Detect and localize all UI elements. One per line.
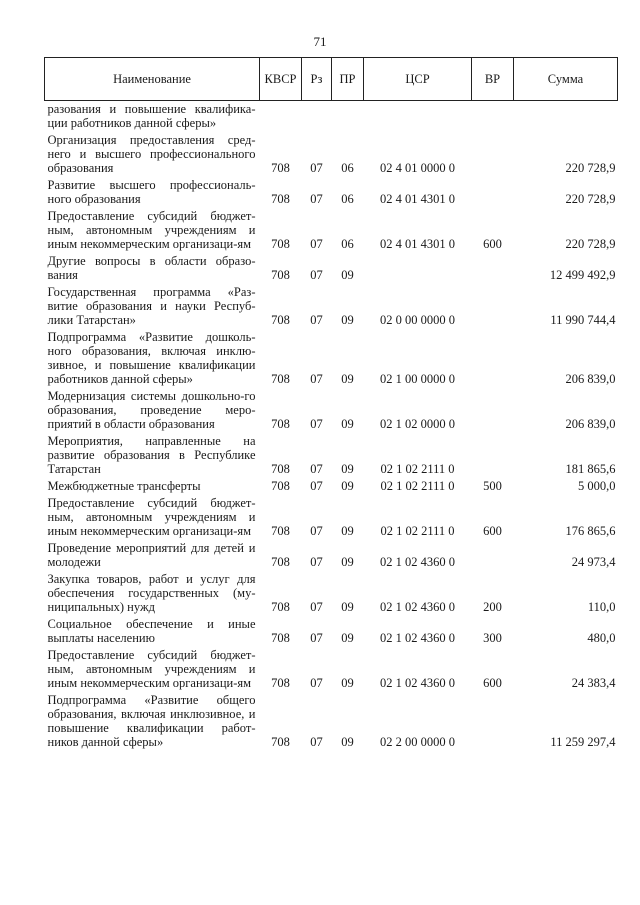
row-vr [472, 254, 514, 285]
header-pr: ПР [332, 58, 364, 101]
row-pr: 09 [341, 524, 354, 538]
row-kvsr: 708 [271, 524, 290, 538]
row-csr [364, 101, 472, 134]
row-rz: 07 [310, 372, 323, 386]
row-name: Проведение мероприятий для детей и молодежи [47, 541, 256, 569]
header-vr: ВР [472, 58, 514, 101]
row-vr: 500 [483, 479, 502, 493]
row-csr: 02 1 02 4360 0 [380, 555, 455, 569]
row-sum: 181 865,6 [565, 462, 616, 476]
page-number: 71 [313, 34, 327, 49]
table-row [45, 496, 618, 541]
row-pr: 09 [341, 631, 354, 645]
table-body [45, 101, 618, 753]
header-csr: ЦСР [364, 58, 472, 101]
row-sum: 206 839,0 [565, 417, 616, 431]
row-kvsr: 708 [271, 479, 290, 493]
table-row [45, 541, 618, 572]
row-sum: 220 728,9 [565, 161, 616, 175]
row-rz: 07 [310, 600, 323, 614]
row-name: Предоставление субсидий бюджет-ным, автономным учреждениям и иным некоммерческим организаци-ям [47, 648, 256, 690]
table-row [45, 133, 618, 178]
row-csr: 02 1 00 0000 0 [380, 372, 455, 386]
row-rz: 07 [310, 631, 323, 645]
table-row [45, 617, 618, 648]
row-sum: 11 990 744,4 [550, 313, 616, 327]
row-rz [302, 101, 332, 134]
row-kvsr: 708 [271, 462, 290, 476]
row-rz: 07 [310, 555, 323, 569]
row-vr [472, 133, 514, 178]
row-kvsr: 708 [271, 268, 290, 282]
row-csr: 02 0 00 0000 0 [380, 313, 455, 327]
row-csr: 02 1 02 2111 0 [380, 524, 455, 538]
row-csr: 02 1 02 4360 0 [380, 676, 455, 690]
header-kvsr: КВСР [260, 58, 302, 101]
row-rz: 07 [310, 268, 323, 282]
row-vr [472, 541, 514, 572]
row-pr: 09 [341, 372, 354, 386]
header-name: Наименование [45, 58, 260, 101]
row-rz: 07 [310, 192, 323, 206]
row-csr: 02 2 00 0000 0 [380, 735, 455, 749]
row-csr: 02 4 01 4301 0 [380, 237, 455, 251]
table-row [45, 254, 618, 285]
row-sum: 206 839,0 [565, 372, 616, 386]
row-sum: 5 000,0 [578, 479, 616, 493]
row-rz: 07 [310, 479, 323, 493]
row-csr: 02 1 02 4360 0 [380, 600, 455, 614]
row-vr [472, 693, 514, 752]
row-csr: 02 1 02 2111 0 [380, 462, 455, 476]
row-kvsr: 708 [271, 555, 290, 569]
row-name: Социальное обеспечение и иные выплаты населению [47, 617, 256, 645]
row-rz: 07 [310, 462, 323, 476]
row-name: Подпрограмма «Развитие дошколь-ного образования, включая инклю-зивное, и повышение квалификации работников данной сферы» [47, 330, 256, 386]
row-name: Предоставление субсидий бюджет-ным, автономным учреждениям и иным некоммерческим организаци-ям [47, 209, 256, 251]
row-kvsr: 708 [271, 631, 290, 645]
row-vr [472, 434, 514, 479]
row-vr [472, 330, 514, 389]
row-kvsr: 708 [271, 372, 290, 386]
table-header [45, 58, 618, 101]
row-name: Другие вопросы в области образо-вания [47, 254, 256, 282]
row-kvsr: 708 [271, 417, 290, 431]
row-csr: 02 1 02 0000 0 [380, 417, 455, 431]
table-row [45, 479, 618, 496]
row-vr: 200 [483, 600, 502, 614]
row-pr: 09 [341, 735, 354, 749]
row-pr: 09 [341, 676, 354, 690]
row-vr: 600 [483, 237, 502, 251]
row-rz: 07 [310, 417, 323, 431]
row-pr: 09 [341, 479, 354, 493]
row-vr [472, 389, 514, 434]
table-row [45, 285, 618, 330]
row-vr [472, 101, 514, 134]
row-kvsr: 708 [271, 313, 290, 327]
row-name: Развитие высшего профессиональ-ного образования [47, 178, 256, 206]
row-rz: 07 [310, 313, 323, 327]
row-pr: 06 [341, 192, 354, 206]
row-kvsr: 708 [271, 676, 290, 690]
row-name: Мероприятия, направленные на развитие образования в Республике Татарстан [47, 434, 256, 476]
row-kvsr: 708 [271, 735, 290, 749]
row-kvsr: 708 [271, 237, 290, 251]
budget-table [44, 57, 618, 752]
table-row [45, 330, 618, 389]
row-kvsr: 708 [271, 192, 290, 206]
row-pr: 09 [341, 600, 354, 614]
row-sum [514, 101, 618, 134]
table-row [45, 389, 618, 434]
row-name: Модернизация системы дошкольно-го образования, проведение меро-приятий в области образования [47, 389, 256, 431]
row-sum: 12 499 492,9 [549, 268, 616, 282]
row-kvsr [260, 101, 302, 134]
row-csr: 02 1 02 2111 0 [380, 479, 455, 493]
row-csr [364, 254, 472, 285]
row-csr: 02 4 01 0000 0 [380, 161, 455, 175]
row-vr [472, 285, 514, 330]
row-kvsr: 708 [271, 161, 290, 175]
table-row [45, 572, 618, 617]
row-vr: 600 [483, 676, 502, 690]
table-row [45, 209, 618, 254]
table-row [45, 648, 618, 693]
row-name: Подпрограмма «Развитие общего образования, включая инклюзивное, и повышение квалификации работ-ников данной сферы» [47, 693, 256, 749]
table-row [45, 693, 618, 752]
header-rz: Рз [302, 58, 332, 101]
row-vr: 600 [483, 524, 502, 538]
row-name: Закупка товаров, работ и услуг для обеспечения государственных (му-ниципальных) нужд [47, 572, 256, 614]
row-name: Государственная программа «Раз-витие образования и науки Респуб-лики Татарстан» [47, 285, 256, 327]
row-sum: 11 259 297,4 [550, 735, 616, 749]
table-row [45, 101, 618, 134]
row-name: Предоставление субсидий бюджет-ным, автономным учреждениям и иным некоммерческим организаци-ям [47, 496, 256, 538]
row-sum: 176 865,6 [565, 524, 616, 538]
row-csr: 02 1 02 4360 0 [380, 631, 455, 645]
row-sum: 220 728,9 [565, 192, 616, 206]
row-rz: 07 [310, 524, 323, 538]
row-rz: 07 [310, 676, 323, 690]
row-sum: 110,0 [587, 600, 616, 614]
row-pr: 09 [341, 417, 354, 431]
row-pr: 06 [341, 161, 354, 175]
row-vr: 300 [483, 631, 502, 645]
row-sum: 24 383,4 [571, 676, 616, 690]
row-vr [472, 178, 514, 209]
row-name: разования и повышение квалифика-ции работников данной сферы» [47, 102, 256, 130]
row-pr: 09 [341, 313, 354, 327]
row-rz: 07 [310, 161, 323, 175]
row-kvsr: 708 [271, 600, 290, 614]
row-pr: 09 [341, 268, 354, 282]
row-pr: 06 [341, 237, 354, 251]
header-sum: Сумма [514, 58, 618, 101]
table-row [45, 434, 618, 479]
row-pr [332, 101, 364, 134]
row-sum: 480,0 [587, 631, 616, 645]
row-csr: 02 4 01 4301 0 [380, 192, 455, 206]
row-rz: 07 [310, 735, 323, 749]
row-pr: 09 [341, 555, 354, 569]
table-row [45, 178, 618, 209]
row-sum: 24 973,4 [571, 555, 616, 569]
row-rz: 07 [310, 237, 323, 251]
row-pr: 09 [341, 462, 354, 476]
row-name: Организация предоставления сред-него и высшего профессионального образования [47, 133, 256, 175]
row-name: Межбюджетные трансферты [47, 479, 201, 493]
row-sum: 220 728,9 [565, 237, 616, 251]
